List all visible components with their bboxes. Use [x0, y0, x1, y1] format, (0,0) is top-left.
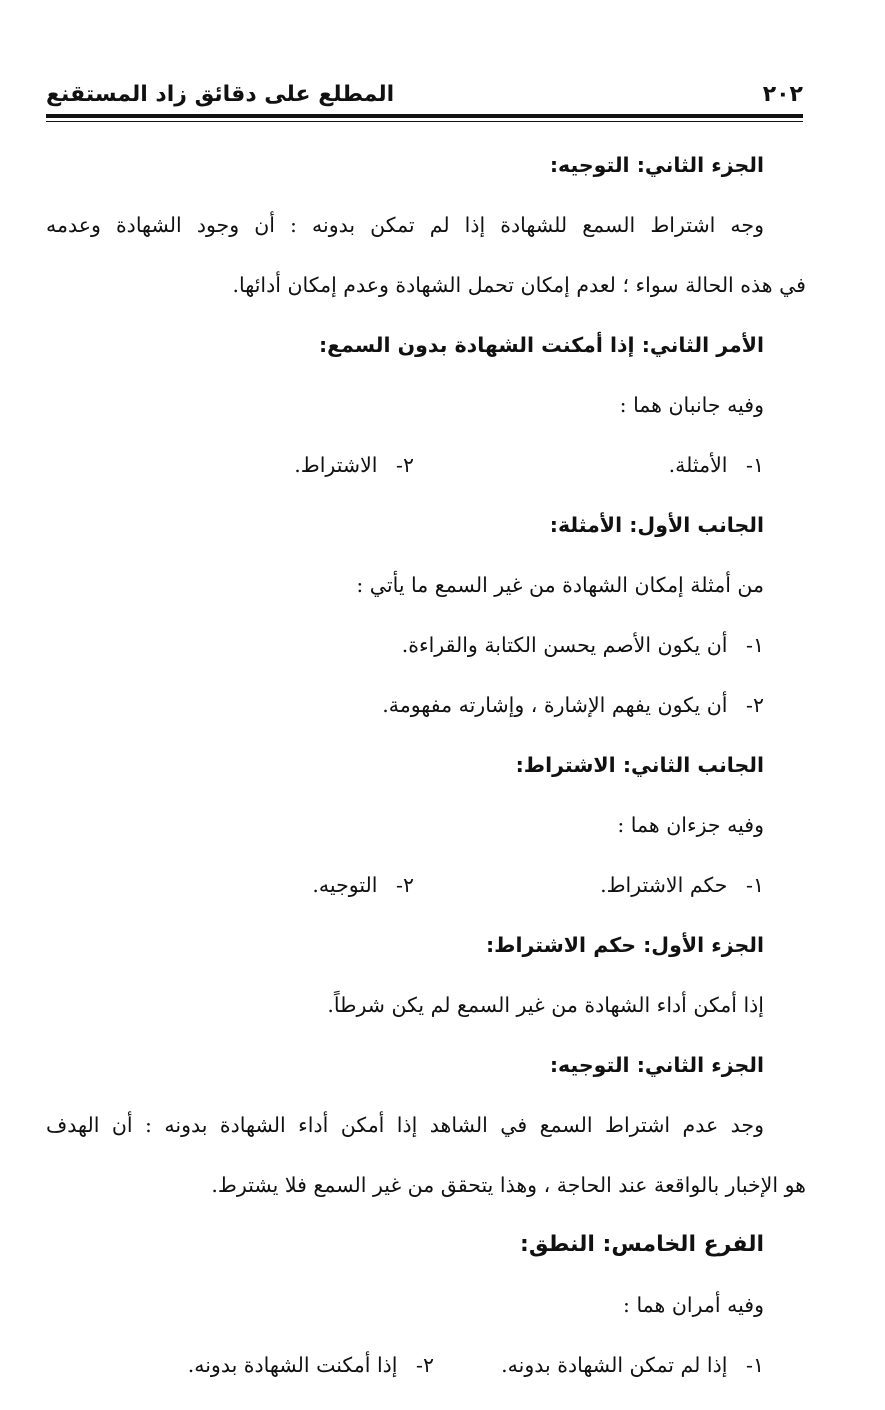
branch-heading: الفرع الخامس: النطق:	[520, 1232, 764, 1257]
page-number: ٢٠٢	[762, 82, 803, 107]
paragraph-line: وفيه جانبان هما :	[619, 393, 764, 417]
list-item: ٢- أن يكون يفهم الإشارة ، وإشارته مفهومة.	[382, 693, 764, 717]
section-heading: الجانب الثاني: الاشتراط:	[515, 753, 764, 777]
header-rule-thin	[46, 121, 803, 122]
pair-item-1: ١- إذا لم تمكن الشهادة بدونه.	[501, 1353, 764, 1377]
paragraph-line: وجه اشتراط السمع للشهادة إذا لم تمكن بدونه : أن وجود الشهادة وعدمه	[46, 213, 764, 237]
pair-item-2: ٢- التوجيه.	[312, 873, 414, 897]
numbered-pair	[46, 870, 764, 900]
list-item: ١- أن يكون الأصم يحسن الكتابة والقراءة.	[401, 633, 764, 657]
running-title: المطلع على دقائق زاد المستقنع	[46, 82, 395, 107]
section-heading: الجانب الأول: الأمثلة:	[549, 513, 764, 537]
paragraph-line: وفيه جزءان هما :	[617, 813, 764, 837]
paragraph-line: وفيه أمران هما :	[623, 1293, 764, 1317]
section-heading: الأمر الثاني: إذا أمكنت الشهادة بدون السمع:	[318, 333, 764, 357]
pair-item-2: ٢- إذا أمكنت الشهادة بدونه.	[187, 1353, 434, 1377]
page-header	[46, 80, 803, 110]
header-rule-thick	[46, 114, 803, 118]
paragraph-line: وجد عدم اشتراط السمع في الشاهد إذا أمكن أداء الشهادة بدونه : أن الهدف	[46, 1113, 764, 1137]
numbered-pair	[46, 1350, 764, 1380]
pair-item-1: ١- حكم الاشتراط.	[600, 873, 764, 897]
section-heading: الجزء الثاني: التوجيه:	[549, 153, 764, 177]
section-heading: الجزء الأول: حكم الاشتراط:	[485, 933, 764, 957]
paragraph-line: هو الإخبار بالواقعة عند الحاجة ، وهذا يتحقق من غير السمع فلا يشترط.	[211, 1173, 806, 1197]
section-heading: الجزء الثاني: التوجيه:	[549, 1053, 764, 1077]
paragraph-line: في هذه الحالة سواء ؛ لعدم إمكان تحمل الشهادة وعدم إمكان أدائها.	[232, 273, 806, 297]
numbered-pair	[46, 450, 764, 480]
pair-item-2: ٢- الاشتراط.	[294, 453, 414, 477]
page-body	[46, 150, 806, 1410]
paragraph-line: إذا أمكن أداء الشهادة من غير السمع لم يكن شرطاً.	[327, 993, 764, 1017]
paragraph-line: من أمثلة إمكان الشهادة من غير السمع ما يأتي :	[356, 573, 764, 597]
pair-item-1: ١- الأمثلة.	[668, 453, 764, 477]
